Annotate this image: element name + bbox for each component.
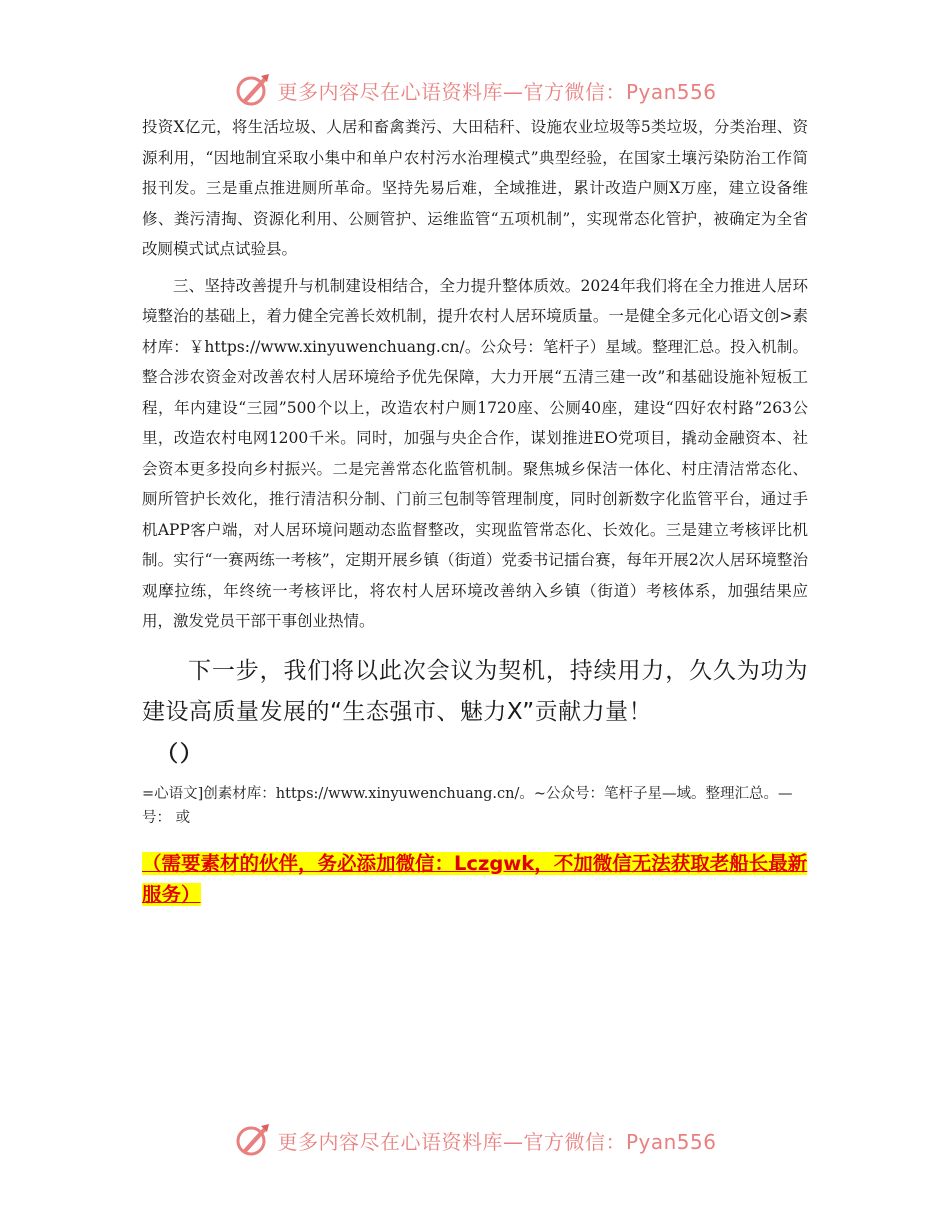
- closing-paragraph: 下一步，我们将以此次会议为契机，持续用力，久久为功为建设高质量发展的“生态强市、魅力X”贡献力量！: [142, 657, 808, 725]
- paragraph-1: 投资X亿元，将生活垃圾、人居和畜禽粪污、大田秸秆、设施农业垃圾等5类垃圾，分类治理、资源利用，“因地制宜采取小集中和单户农村污水治理模式”典型经验，在国家土壤污染防治工作简报刊发。三是重点推进厕所革命。坚持先易后难，全域推进，累计改造户厕X万座，建立设备维修、粪污清掏、资源化利用、公厕管护、运维监管“五项机制”，实现常态化管护，被确定为全省改厕模式试点试验县。: [142, 118, 808, 258]
- banner-text: 更多内容尽在心语资料库—官方微信：Pyan556: [277, 79, 717, 104]
- source-note: =心语文]创素材库：https://www.xinyuwenchuang.cn/。~公众号：笔杆子星—域。整理汇总。—号： 或: [142, 785, 793, 826]
- document-body: [142, 112, 808, 910]
- empty-parentheses: （）: [156, 741, 205, 767]
- header-banner: [0, 68, 950, 112]
- highlight-notice: [142, 848, 808, 910]
- quill-logo-icon: [233, 70, 273, 110]
- banner-text: 更多内容尽在心语资料库—官方微信：Pyan556: [277, 1129, 717, 1154]
- footer-banner: [0, 1118, 950, 1162]
- quill-logo-icon: [233, 1120, 273, 1160]
- paragraph-2: 三、坚持改善提升与机制建设相结合，全力提升整体质效。2024年我们将在全力推进人居环境整治的基础上，着力健全完善长效机制，提升农村人居环境质量。一是健全多元化心语文创>素材库：￥https://www.xinyuwenchuang.cn/。公众号：笔杆子）星域。整理汇总。投入机制。整合涉农资金对改善农村人居环境给予优先保障，大力开展“五清三建一改”和基础设施补短板工程，年内建设“三园”500个以上，改造农村户厕1720座、公厕40座，建设“四好农村路”263公里，改造农村电网1200千米。同时，加强与央企合作，谋划推进EO党项目，撬动金融资本、社会资本更多投向乡村振兴。二是完善常态化监管机制。聚焦城乡保洁一体化、村庄清洁常态化、厕所管护长效化，推行清洁积分制、门前三包制等管理制度，同时创新数字化监管平台，通过手机APP客户端，对人居环境问题动态监督整改，实现监管常态化、长效化。三是建立考核评比机制。实行“一赛两练一考核”，定期开展乡镇（街道）党委书记擂台赛，每年开展2次人居环境整治观摩拉练，年终统一考核评比，将农村人居环境改善纳入乡镇（街道）考核体系，加强结果应用，激发党员干部干事创业热情。: [142, 276, 808, 630]
- highlight-text: （需要素材的伙伴，务必添加微信：Lczgwk，不加微信无法获取老船长最新服务）: [142, 851, 808, 906]
